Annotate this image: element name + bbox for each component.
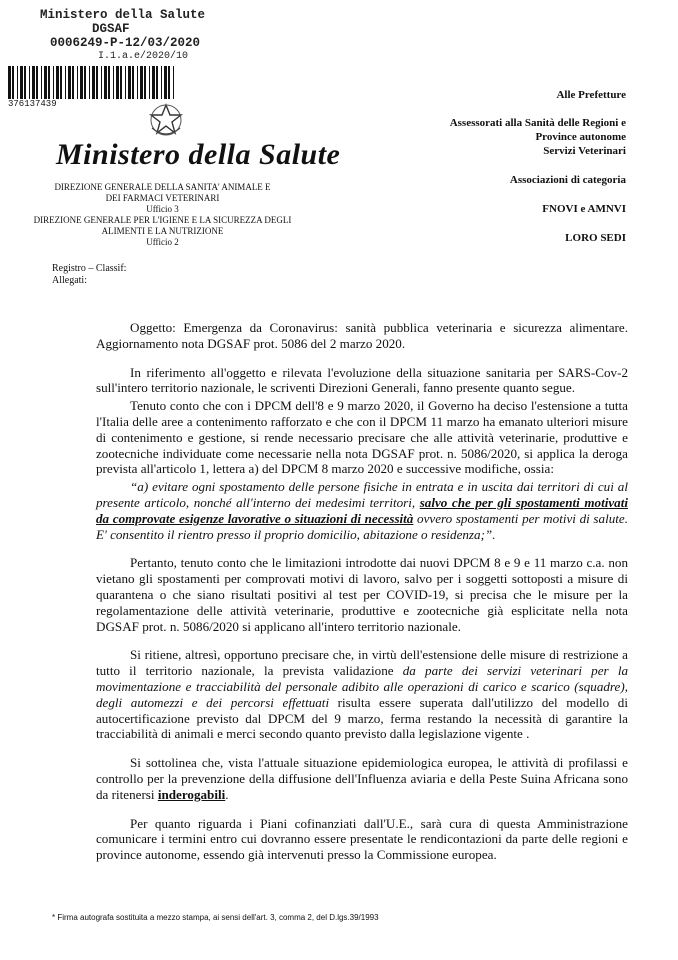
validazione-italic: da parte dei servizi veterinari per la movimentazione e tracciabilità del personale adibito alle operazioni di carico e scarico (squadre), degli automezzi e dei percorsi effettuati: [96, 663, 629, 710]
letter-body: [96, 320, 628, 876]
inderogabili-emphasis: inderogabili: [157, 786, 226, 802]
recipient-prefetture: Alle Prefetture: [556, 89, 626, 101]
barcode-number: 376137439: [8, 99, 57, 109]
profilassi-part-1: Si sottolinea che, vista l'attuale situazione epidemiologica europea, le attività di profilassi e controllo per la prevenzione della diffusione dell'Influenza aviaria e della Peste Suina Africana sono da ritenersi: [96, 755, 628, 802]
paragraph-pertanto: Pertanto, tenuto conto che le limitazioni introdotte dai nuovi DPCM 8 e 9 e 11 marzo c.a. non vietano gli spostamenti per comprovati motivi di lavoro, salvo per i soggetti sottoposti a misure di quarantena o che siano risultati positivi al test per COVID-19, si precisa che le misure per la regolamentazione delle attività veterinarie, produttive e zootecniche già esplicitate nella nota DGSAF prot. n. 5086/2020 si applicano all'intero territorio nazionale.: [96, 555, 628, 634]
dept2-line1: DIREZIONE GENERALE PER L'IGIENE E LA SICUREZZA DEGLI: [33, 215, 292, 225]
profilassi-end: .: [225, 786, 229, 802]
registro-classif: Registro – Classif:: [52, 263, 127, 274]
recipient-servizi: Servizi Veterinari: [543, 145, 626, 157]
dept2-office: Ufficio 2: [146, 237, 179, 247]
republic-emblem-icon: [146, 102, 186, 138]
stamp-protocol-number: 0006249-P-12/03/2020: [50, 36, 201, 50]
dept1-line2: DEI FARMACI VETERINARI: [105, 193, 220, 203]
quote-part-3: ovvero spostamenti per motivi di salute. E' consentito il rientro presso il proprio domicilio, abitazione o residenza;”.: [96, 510, 628, 542]
recipient-province: Province autonome: [535, 131, 626, 143]
stamp-ministry: Ministero della Salute: [40, 8, 206, 22]
barcode-image: [8, 66, 178, 99]
paragraph-validazione: [96, 647, 628, 742]
subject-line: Oggetto: Emergenza da Coronavirus: sanità pubblica veterinaria e sicurezza alimentare. Aggiornamento nota DGSAF prot. 5086 del 2 marzo 2020.: [96, 320, 628, 351]
quote-part-1: “a) evitare ogni spostamento delle persone fisiche in entrata e in uscita dai territori di cui al presente articolo, nonché all'interno dei medesimi territori,: [96, 479, 628, 510]
signature-footnote: * Firma autografa sostituita a mezzo stampa, ai sensi dell'art. 3, comma 2, del D.lgs.39/1993: [52, 913, 379, 922]
stamp-classification: I.1.a.e/2020/10: [98, 51, 189, 62]
quoted-article: [96, 479, 628, 542]
ministry-title: Ministero della Salute: [56, 138, 341, 171]
recipients-block: [450, 88, 626, 245]
recipient-assessorati: Assessorati alla Sanità delle Regioni e: [449, 117, 626, 129]
recipient-associazioni: Associazioni di categoria: [509, 174, 626, 186]
protocol-stamp: [40, 8, 205, 64]
quote-underlined: salvo che per gli spostamenti motivati da comprovate esigenze lavorative o situazioni di necessità: [96, 494, 628, 526]
validazione-part-1: Si ritiene, altresì, opportuno precisare che, in virtù dell'estensione delle misure di restrizione a tutto il territorio nazionale, la prevista validazione: [96, 647, 628, 679]
department-block: [30, 182, 295, 248]
dept2-line2: ALIMENTI E LA NUTRIZIONE: [101, 226, 224, 236]
paragraph-intro: In riferimento all'oggetto e rilevata l'evoluzione della situazione sanitaria per SARS-Cov-2 sull'intero territorio nazionale, le scriventi Direzioni Generali, fanno presente quanto segue.: [96, 364, 628, 396]
allegati: Allegati:: [52, 275, 87, 286]
recipient-fnovi: FNOVI e AMNVI: [542, 203, 626, 215]
validazione-part-3: risulta essere superata dall'utilizzo del modello di autocertificazione previsto dal DPCM del 9 marzo, ferma restando la necessità di garantire la tracciabilità di animali e merci secondo quanto previsto dalla legislazione vigente .: [96, 694, 628, 742]
stamp-dgsaf: DGSAF: [92, 22, 130, 36]
paragraph-piani: Per quanto riguarda i Piani cofinanziati dall'U.E., sarà cura di questa Amministrazione comunicare i termini entro cui dovranno essere presentate le rendicontazioni da parte delle regioni e province autonome, essendo già intervenuti presso la Commissione europea.: [96, 815, 628, 863]
recipient-loro-sedi: LORO SEDI: [565, 232, 626, 244]
paragraph-dpcm: Tenuto conto che con i DPCM dell'8 e 9 marzo 2020, il Governo ha deciso l'estensione a tutta l'Italia delle aree a contenimento rafforzato e che con il DPCM 11 marzo ha emanato ulteriori misure di contenimento e gestione, si rende necessario precisare che alle attività veterinarie, produttive e zootecniche individuate come necessarie nella nota DGSAF prot. n. 5086/2020, si applica la deroga prevista all'articolo 1, lettera a) del DPCM 8 marzo 2020 e successive modifiche, ossia:: [96, 398, 628, 477]
paragraph-profilassi: [96, 755, 628, 802]
registro-block: [52, 263, 126, 287]
dept1-line1: DIREZIONE GENERALE DELLA SANITA' ANIMALE E: [54, 182, 271, 192]
dept1-office: Ufficio 3: [146, 204, 179, 214]
